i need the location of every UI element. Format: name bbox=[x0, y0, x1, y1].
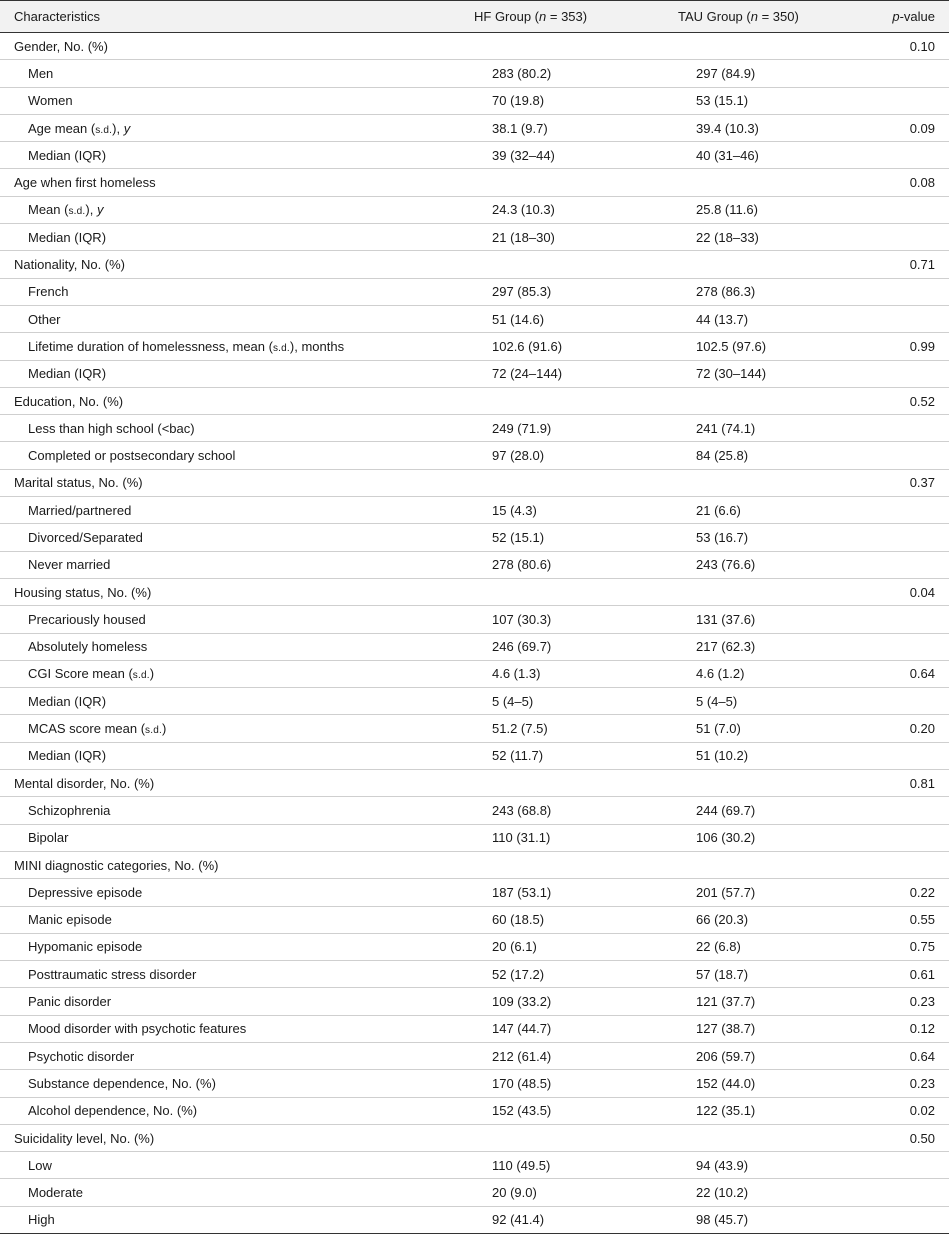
row-label bbox=[0, 879, 380, 906]
cell-p-value bbox=[810, 224, 949, 251]
cell-tau-group: 51 (7.0) bbox=[696, 721, 741, 737]
cell-tau-group: 217 (62.3) bbox=[696, 639, 756, 655]
cell-p-value bbox=[810, 142, 949, 169]
row-label bbox=[0, 688, 380, 715]
row-label bbox=[0, 578, 380, 605]
row-label-text: Precariously housed bbox=[28, 611, 146, 627]
cell-p-value: 0.23 bbox=[909, 1075, 935, 1091]
table-row bbox=[0, 415, 949, 442]
row-label-sd: s.d. bbox=[272, 342, 290, 354]
cell-p-value bbox=[810, 442, 949, 469]
row-label-text: Median (IQR) bbox=[28, 748, 107, 764]
cell-tau-group bbox=[586, 578, 810, 605]
row-label-paren: ( bbox=[90, 120, 96, 136]
cell-tau-group: 22 (6.8) bbox=[696, 939, 741, 955]
row-label-text: High bbox=[28, 1212, 55, 1228]
row-label-paren: ( bbox=[140, 721, 146, 737]
cell-hf-group: 39 (32–44) bbox=[492, 147, 555, 163]
cell-tau-group: 206 (59.7) bbox=[696, 1048, 756, 1064]
cell-p-value: 0.71 bbox=[909, 257, 935, 273]
cell-tau-group: 22 (10.2) bbox=[696, 1185, 749, 1201]
cell-p-value: 0.61 bbox=[909, 966, 935, 982]
table-row bbox=[0, 770, 949, 797]
row-label bbox=[0, 169, 380, 196]
row-label-paren: ( bbox=[128, 666, 133, 682]
cell-p-value bbox=[810, 524, 949, 551]
cell-tau-group bbox=[586, 469, 810, 496]
table-row bbox=[0, 1152, 949, 1179]
row-label bbox=[0, 606, 380, 633]
cell-hf-group bbox=[380, 770, 586, 797]
row-label-text: Median (IQR) bbox=[28, 147, 107, 163]
row-label-text: Age when first homeless bbox=[14, 175, 156, 191]
row-label bbox=[0, 1206, 380, 1233]
table-row bbox=[0, 797, 949, 824]
row-label bbox=[0, 742, 380, 769]
cell-p-value: 0.50 bbox=[909, 1130, 935, 1146]
cell-p-value bbox=[810, 415, 949, 442]
table-row bbox=[0, 879, 949, 906]
cell-hf-group: 72 (24–144) bbox=[492, 366, 563, 382]
row-label-text: Gender, No. (%) bbox=[14, 38, 108, 54]
cell-hf-group: 24.3 (10.3) bbox=[492, 202, 555, 218]
cell-p-value: 0.37 bbox=[909, 475, 935, 491]
cell-p-value bbox=[810, 688, 949, 715]
table-row bbox=[0, 87, 949, 114]
cell-tau-group: 39.4 (10.3) bbox=[696, 120, 759, 136]
row-label-text: Nationality, No. (%) bbox=[14, 257, 126, 273]
table-row bbox=[0, 633, 949, 660]
table-row bbox=[0, 715, 949, 742]
cell-hf-group: 283 (80.2) bbox=[492, 65, 552, 81]
row-label bbox=[0, 224, 380, 251]
row-label bbox=[0, 1042, 380, 1069]
header-tau-group bbox=[586, 1, 810, 33]
row-label bbox=[0, 1179, 380, 1206]
row-label bbox=[0, 1097, 380, 1124]
row-label bbox=[0, 797, 380, 824]
row-label-sd: s.d. bbox=[95, 124, 113, 136]
table-row bbox=[0, 469, 949, 496]
row-label-text: Other bbox=[28, 311, 61, 327]
cell-tau-group: 98 (45.7) bbox=[696, 1212, 749, 1228]
table-row bbox=[0, 278, 949, 305]
cell-hf-group: 52 (15.1) bbox=[492, 529, 545, 545]
cell-p-value bbox=[810, 1179, 949, 1206]
cell-tau-group: 44 (13.7) bbox=[696, 311, 749, 327]
header-p-italic: p bbox=[892, 9, 900, 24]
header-row bbox=[0, 1, 949, 33]
cell-p-value bbox=[810, 824, 949, 851]
row-label-text: Mood disorder with psychotic features bbox=[28, 1021, 247, 1037]
row-label-text: Bipolar bbox=[28, 830, 69, 846]
row-label-after: ) bbox=[149, 666, 155, 682]
row-label bbox=[0, 1015, 380, 1042]
cell-tau-group: 22 (18–33) bbox=[696, 229, 759, 245]
table-row bbox=[0, 1015, 949, 1042]
row-label-paren: ( bbox=[268, 338, 273, 354]
cell-hf-group bbox=[380, 1124, 586, 1151]
table-row bbox=[0, 497, 949, 524]
cell-p-value: 0.10 bbox=[909, 38, 935, 54]
cell-p-value: 0.02 bbox=[909, 1103, 935, 1119]
table-row bbox=[0, 33, 949, 60]
header-tau-prefix: TAU Group ( bbox=[678, 9, 751, 24]
cell-p-value: 0.22 bbox=[909, 884, 935, 900]
row-label-text: CGI Score mean bbox=[28, 666, 129, 682]
row-label-sd: s.d. bbox=[145, 725, 162, 737]
cell-hf-group: 97 (28.0) bbox=[492, 448, 545, 464]
row-label bbox=[0, 305, 380, 332]
table-row bbox=[0, 933, 949, 960]
header-hf-prefix: HF Group ( bbox=[474, 9, 540, 24]
cell-tau-group: 106 (30.2) bbox=[696, 830, 756, 846]
row-label bbox=[0, 1124, 380, 1151]
cell-hf-group: 20 (6.1) bbox=[492, 939, 537, 955]
row-label-text: Divorced/Separated bbox=[28, 529, 143, 545]
table-row bbox=[0, 551, 949, 578]
cell-hf-group bbox=[380, 169, 586, 196]
row-label bbox=[0, 360, 380, 387]
row-label bbox=[0, 469, 380, 496]
cell-tau-group: 66 (20.3) bbox=[696, 912, 749, 928]
cell-tau-group: 57 (18.7) bbox=[696, 966, 749, 982]
table-row bbox=[0, 961, 949, 988]
header-hf-n-label: n bbox=[539, 9, 547, 24]
cell-p-value bbox=[810, 196, 949, 223]
cell-tau-group: 25.8 (11.6) bbox=[696, 202, 758, 218]
table-row bbox=[0, 224, 949, 251]
cell-hf-group: 52 (17.2) bbox=[492, 966, 545, 982]
cell-tau-group: 131 (37.6) bbox=[696, 611, 756, 627]
row-label-text: Manic episode bbox=[28, 912, 112, 928]
cell-p-value: 0.09 bbox=[909, 120, 935, 136]
cell-p-value: 0.99 bbox=[909, 338, 935, 354]
cell-hf-group: 249 (71.9) bbox=[492, 420, 552, 436]
cell-hf-group: 187 (53.1) bbox=[492, 884, 552, 900]
row-label bbox=[0, 87, 380, 114]
row-label-text: Less than high school (<bac) bbox=[28, 420, 195, 436]
row-label bbox=[0, 660, 380, 687]
row-label bbox=[0, 1070, 380, 1097]
cell-hf-group: 38.1 (9.7) bbox=[492, 120, 548, 136]
cell-tau-group: 122 (35.1) bbox=[696, 1103, 756, 1119]
table-row bbox=[0, 251, 949, 278]
row-label-text: Lifetime duration of homelessness, mean bbox=[28, 338, 269, 354]
cell-hf-group: 102.6 (91.6) bbox=[492, 338, 563, 354]
header-characteristics: Characteristics bbox=[14, 9, 100, 24]
cell-hf-group: 152 (43.5) bbox=[492, 1103, 552, 1119]
cell-tau-group: 121 (37.7) bbox=[696, 994, 756, 1010]
cell-p-value: 0.20 bbox=[909, 721, 935, 737]
cell-hf-group: 21 (18–30) bbox=[492, 229, 555, 245]
cell-tau-group: 201 (57.7) bbox=[696, 884, 756, 900]
table-row bbox=[0, 1206, 949, 1233]
row-label bbox=[0, 251, 380, 278]
row-label bbox=[0, 851, 380, 878]
cell-p-value bbox=[810, 87, 949, 114]
header-hf-group bbox=[380, 1, 586, 33]
cell-hf-group: 278 (80.6) bbox=[492, 557, 552, 573]
cell-p-value bbox=[810, 1206, 949, 1233]
table-body bbox=[0, 33, 949, 1234]
cell-p-value: 0.75 bbox=[909, 939, 935, 955]
table-row bbox=[0, 524, 949, 551]
row-label-sd: s.d. bbox=[68, 206, 86, 218]
header-p-rest: -value bbox=[899, 9, 935, 24]
cell-hf-group: 170 (48.5) bbox=[492, 1075, 552, 1091]
cell-hf-group: 246 (69.7) bbox=[492, 639, 552, 655]
cell-hf-group: 52 (11.7) bbox=[492, 748, 544, 764]
cell-tau-group: 244 (69.7) bbox=[696, 802, 756, 818]
table-row bbox=[0, 360, 949, 387]
cell-hf-group: 147 (44.7) bbox=[492, 1021, 552, 1037]
row-label bbox=[0, 387, 380, 414]
row-label-text: Absolutely homeless bbox=[28, 639, 148, 655]
row-label-text: Schizophrenia bbox=[28, 802, 111, 818]
table-row bbox=[0, 442, 949, 469]
row-label-text: Psychotic disorder bbox=[28, 1048, 135, 1064]
cell-tau-group bbox=[586, 851, 810, 878]
cell-tau-group: 243 (76.6) bbox=[696, 557, 756, 573]
row-label-text: MCAS score mean bbox=[28, 721, 141, 737]
cell-p-value bbox=[810, 1152, 949, 1179]
table-row bbox=[0, 1124, 949, 1151]
cell-p-value: 0.12 bbox=[909, 1021, 935, 1037]
table-row bbox=[0, 169, 949, 196]
row-label-text: Housing status, No. (%) bbox=[14, 584, 152, 600]
cell-p-value bbox=[810, 742, 949, 769]
cell-hf-group bbox=[380, 251, 586, 278]
cell-hf-group: 243 (68.8) bbox=[492, 802, 552, 818]
row-label-text: Median (IQR) bbox=[28, 366, 107, 382]
row-label-text: Median (IQR) bbox=[28, 693, 107, 709]
cell-tau-group: 72 (30–144) bbox=[696, 366, 767, 382]
row-label bbox=[0, 770, 380, 797]
cell-hf-group: 212 (61.4) bbox=[492, 1048, 552, 1064]
cell-hf-group: 109 (33.2) bbox=[492, 994, 552, 1010]
row-label bbox=[0, 824, 380, 851]
table-row bbox=[0, 851, 949, 878]
table-row bbox=[0, 1179, 949, 1206]
cell-tau-group: 21 (6.6) bbox=[696, 502, 741, 518]
cell-hf-group: 92 (41.4) bbox=[492, 1212, 545, 1228]
cell-p-value: 0.52 bbox=[909, 393, 935, 409]
cell-tau-group: 84 (25.8) bbox=[696, 448, 749, 464]
row-label-text: Age mean bbox=[28, 120, 91, 136]
cell-p-value bbox=[810, 606, 949, 633]
cell-tau-group bbox=[586, 1124, 810, 1151]
row-label bbox=[0, 1152, 380, 1179]
table-row bbox=[0, 142, 949, 169]
row-label bbox=[0, 442, 380, 469]
cell-p-value bbox=[810, 497, 949, 524]
row-label-after: ), months bbox=[289, 338, 345, 354]
cell-tau-group: 297 (84.9) bbox=[696, 65, 756, 81]
cell-p-value bbox=[810, 551, 949, 578]
row-label bbox=[0, 551, 380, 578]
cell-p-value: 0.64 bbox=[909, 1048, 935, 1064]
table-row bbox=[0, 305, 949, 332]
row-label-text: Median (IQR) bbox=[28, 229, 107, 245]
row-label-text: Moderate bbox=[28, 1185, 83, 1201]
cell-p-value: 0.55 bbox=[909, 912, 935, 928]
row-label bbox=[0, 497, 380, 524]
cell-p-value: 0.08 bbox=[909, 175, 935, 191]
cell-hf-group: 70 (19.8) bbox=[492, 93, 545, 109]
cell-p-value bbox=[810, 60, 949, 87]
table-row bbox=[0, 578, 949, 605]
table-row bbox=[0, 660, 949, 687]
cell-tau-group: 4.6 (1.2) bbox=[696, 666, 745, 682]
row-label-text: Never married bbox=[28, 557, 111, 573]
row-label bbox=[0, 60, 380, 87]
cell-p-value bbox=[810, 305, 949, 332]
cell-tau-group: 152 (44.0) bbox=[696, 1075, 756, 1091]
table-row bbox=[0, 196, 949, 223]
table-row bbox=[0, 1097, 949, 1124]
table-row bbox=[0, 988, 949, 1015]
cell-tau-group bbox=[586, 33, 810, 60]
cell-p-value bbox=[810, 360, 949, 387]
table-row bbox=[0, 742, 949, 769]
row-label-text: Marital status, No. (%) bbox=[14, 475, 143, 491]
row-label-text: Education, No. (%) bbox=[14, 393, 124, 409]
row-label-unit: y bbox=[123, 120, 131, 136]
header-tau-n-label: n bbox=[750, 9, 758, 24]
row-label-text: Hypomanic episode bbox=[28, 939, 143, 955]
row-label bbox=[0, 961, 380, 988]
row-label bbox=[0, 906, 380, 933]
table-row bbox=[0, 606, 949, 633]
cell-p-value: 0.23 bbox=[909, 994, 935, 1010]
cell-hf-group bbox=[380, 387, 586, 414]
row-label-text: Mean bbox=[28, 202, 65, 218]
cell-tau-group: 53 (15.1) bbox=[696, 93, 749, 109]
cell-p-value: 0.64 bbox=[909, 666, 935, 682]
cell-tau-group: 40 (31–46) bbox=[696, 147, 759, 163]
row-label-text: Mental disorder, No. (%) bbox=[14, 775, 155, 791]
cell-p-value bbox=[810, 278, 949, 305]
table-row bbox=[0, 824, 949, 851]
cell-hf-group: 110 (49.5) bbox=[492, 1157, 551, 1173]
cell-p-value bbox=[810, 851, 949, 878]
cell-p-value bbox=[810, 797, 949, 824]
row-label-after: ), bbox=[85, 202, 97, 218]
row-label-text: Men bbox=[28, 65, 54, 81]
row-label bbox=[0, 333, 380, 360]
table-row bbox=[0, 114, 949, 141]
row-label-text: Women bbox=[28, 93, 73, 109]
row-label bbox=[0, 988, 380, 1015]
table-row bbox=[0, 333, 949, 360]
row-label-paren: ( bbox=[64, 202, 69, 218]
row-label bbox=[0, 196, 380, 223]
cell-tau-group: 94 (43.9) bbox=[696, 1157, 749, 1173]
header-p-value bbox=[810, 1, 949, 33]
cell-tau-group bbox=[586, 251, 810, 278]
row-label-text: Completed or postsecondary school bbox=[28, 448, 236, 464]
cell-hf-group: 5 (4–5) bbox=[492, 693, 534, 709]
cell-tau-group: 53 (16.7) bbox=[696, 529, 749, 545]
row-label bbox=[0, 524, 380, 551]
row-label-text: Suicidality level, No. (%) bbox=[14, 1130, 155, 1146]
row-label-text: Low bbox=[28, 1157, 52, 1173]
row-label bbox=[0, 33, 380, 60]
cell-p-value: 0.81 bbox=[909, 775, 935, 791]
cell-hf-group bbox=[380, 33, 586, 60]
cell-p-value bbox=[810, 633, 949, 660]
cell-hf-group bbox=[380, 469, 586, 496]
row-label bbox=[0, 715, 380, 742]
cell-hf-group: 297 (85.3) bbox=[492, 284, 552, 300]
row-label-text: MINI diagnostic categories, No. (%) bbox=[14, 857, 219, 873]
table-row bbox=[0, 688, 949, 715]
cell-hf-group: 4.6 (1.3) bbox=[492, 666, 541, 682]
cell-hf-group: 51.2 (7.5) bbox=[492, 721, 548, 737]
cell-hf-group bbox=[380, 578, 586, 605]
cell-tau-group: 278 (86.3) bbox=[696, 284, 756, 300]
table-row bbox=[0, 1070, 949, 1097]
row-label-text: Depressive episode bbox=[28, 884, 143, 900]
cell-tau-group: 241 (74.1) bbox=[696, 420, 756, 436]
cell-tau-group: 127 (38.7) bbox=[696, 1021, 756, 1037]
cell-hf-group: 51 (14.6) bbox=[492, 311, 545, 327]
header-tau-n-value: = 350) bbox=[757, 9, 799, 24]
row-label bbox=[0, 415, 380, 442]
cell-hf-group bbox=[380, 851, 586, 878]
cell-p-value: 0.04 bbox=[909, 584, 935, 600]
cell-tau-group bbox=[586, 770, 810, 797]
cell-hf-group: 110 (31.1) bbox=[492, 830, 551, 846]
row-label-after: ) bbox=[161, 721, 167, 737]
table-row bbox=[0, 906, 949, 933]
row-label-sd: s.d. bbox=[132, 670, 150, 682]
cell-tau-group: 5 (4–5) bbox=[696, 693, 738, 709]
row-label bbox=[0, 633, 380, 660]
cell-hf-group: 20 (9.0) bbox=[492, 1185, 537, 1201]
header-hf-n-value: = 353) bbox=[546, 9, 588, 24]
cell-tau-group: 102.5 (97.6) bbox=[696, 338, 767, 354]
row-label-after: ), bbox=[112, 120, 124, 136]
row-label bbox=[0, 933, 380, 960]
cell-tau-group: 51 (10.2) bbox=[696, 748, 749, 764]
row-label-unit: y bbox=[96, 202, 104, 218]
row-label-text: Substance dependence, No. (%) bbox=[28, 1075, 216, 1091]
table-row bbox=[0, 60, 949, 87]
cell-hf-group: 15 (4.3) bbox=[492, 502, 537, 518]
row-label bbox=[0, 278, 380, 305]
cell-hf-group: 107 (30.3) bbox=[492, 611, 552, 627]
table-row bbox=[0, 387, 949, 414]
row-label-text: Alcohol dependence, No. (%) bbox=[28, 1103, 198, 1119]
table-row bbox=[0, 1042, 949, 1069]
row-label-text: French bbox=[28, 284, 69, 300]
row-label bbox=[0, 142, 380, 169]
row-label-text: Panic disorder bbox=[28, 994, 112, 1010]
row-label bbox=[0, 114, 380, 141]
row-label-text: Married/partnered bbox=[28, 502, 132, 518]
cell-hf-group: 60 (18.5) bbox=[492, 912, 545, 928]
cell-tau-group bbox=[586, 169, 810, 196]
table-header bbox=[0, 1, 949, 33]
row-label-text: Posttraumatic stress disorder bbox=[28, 966, 197, 982]
cell-tau-group bbox=[586, 387, 810, 414]
